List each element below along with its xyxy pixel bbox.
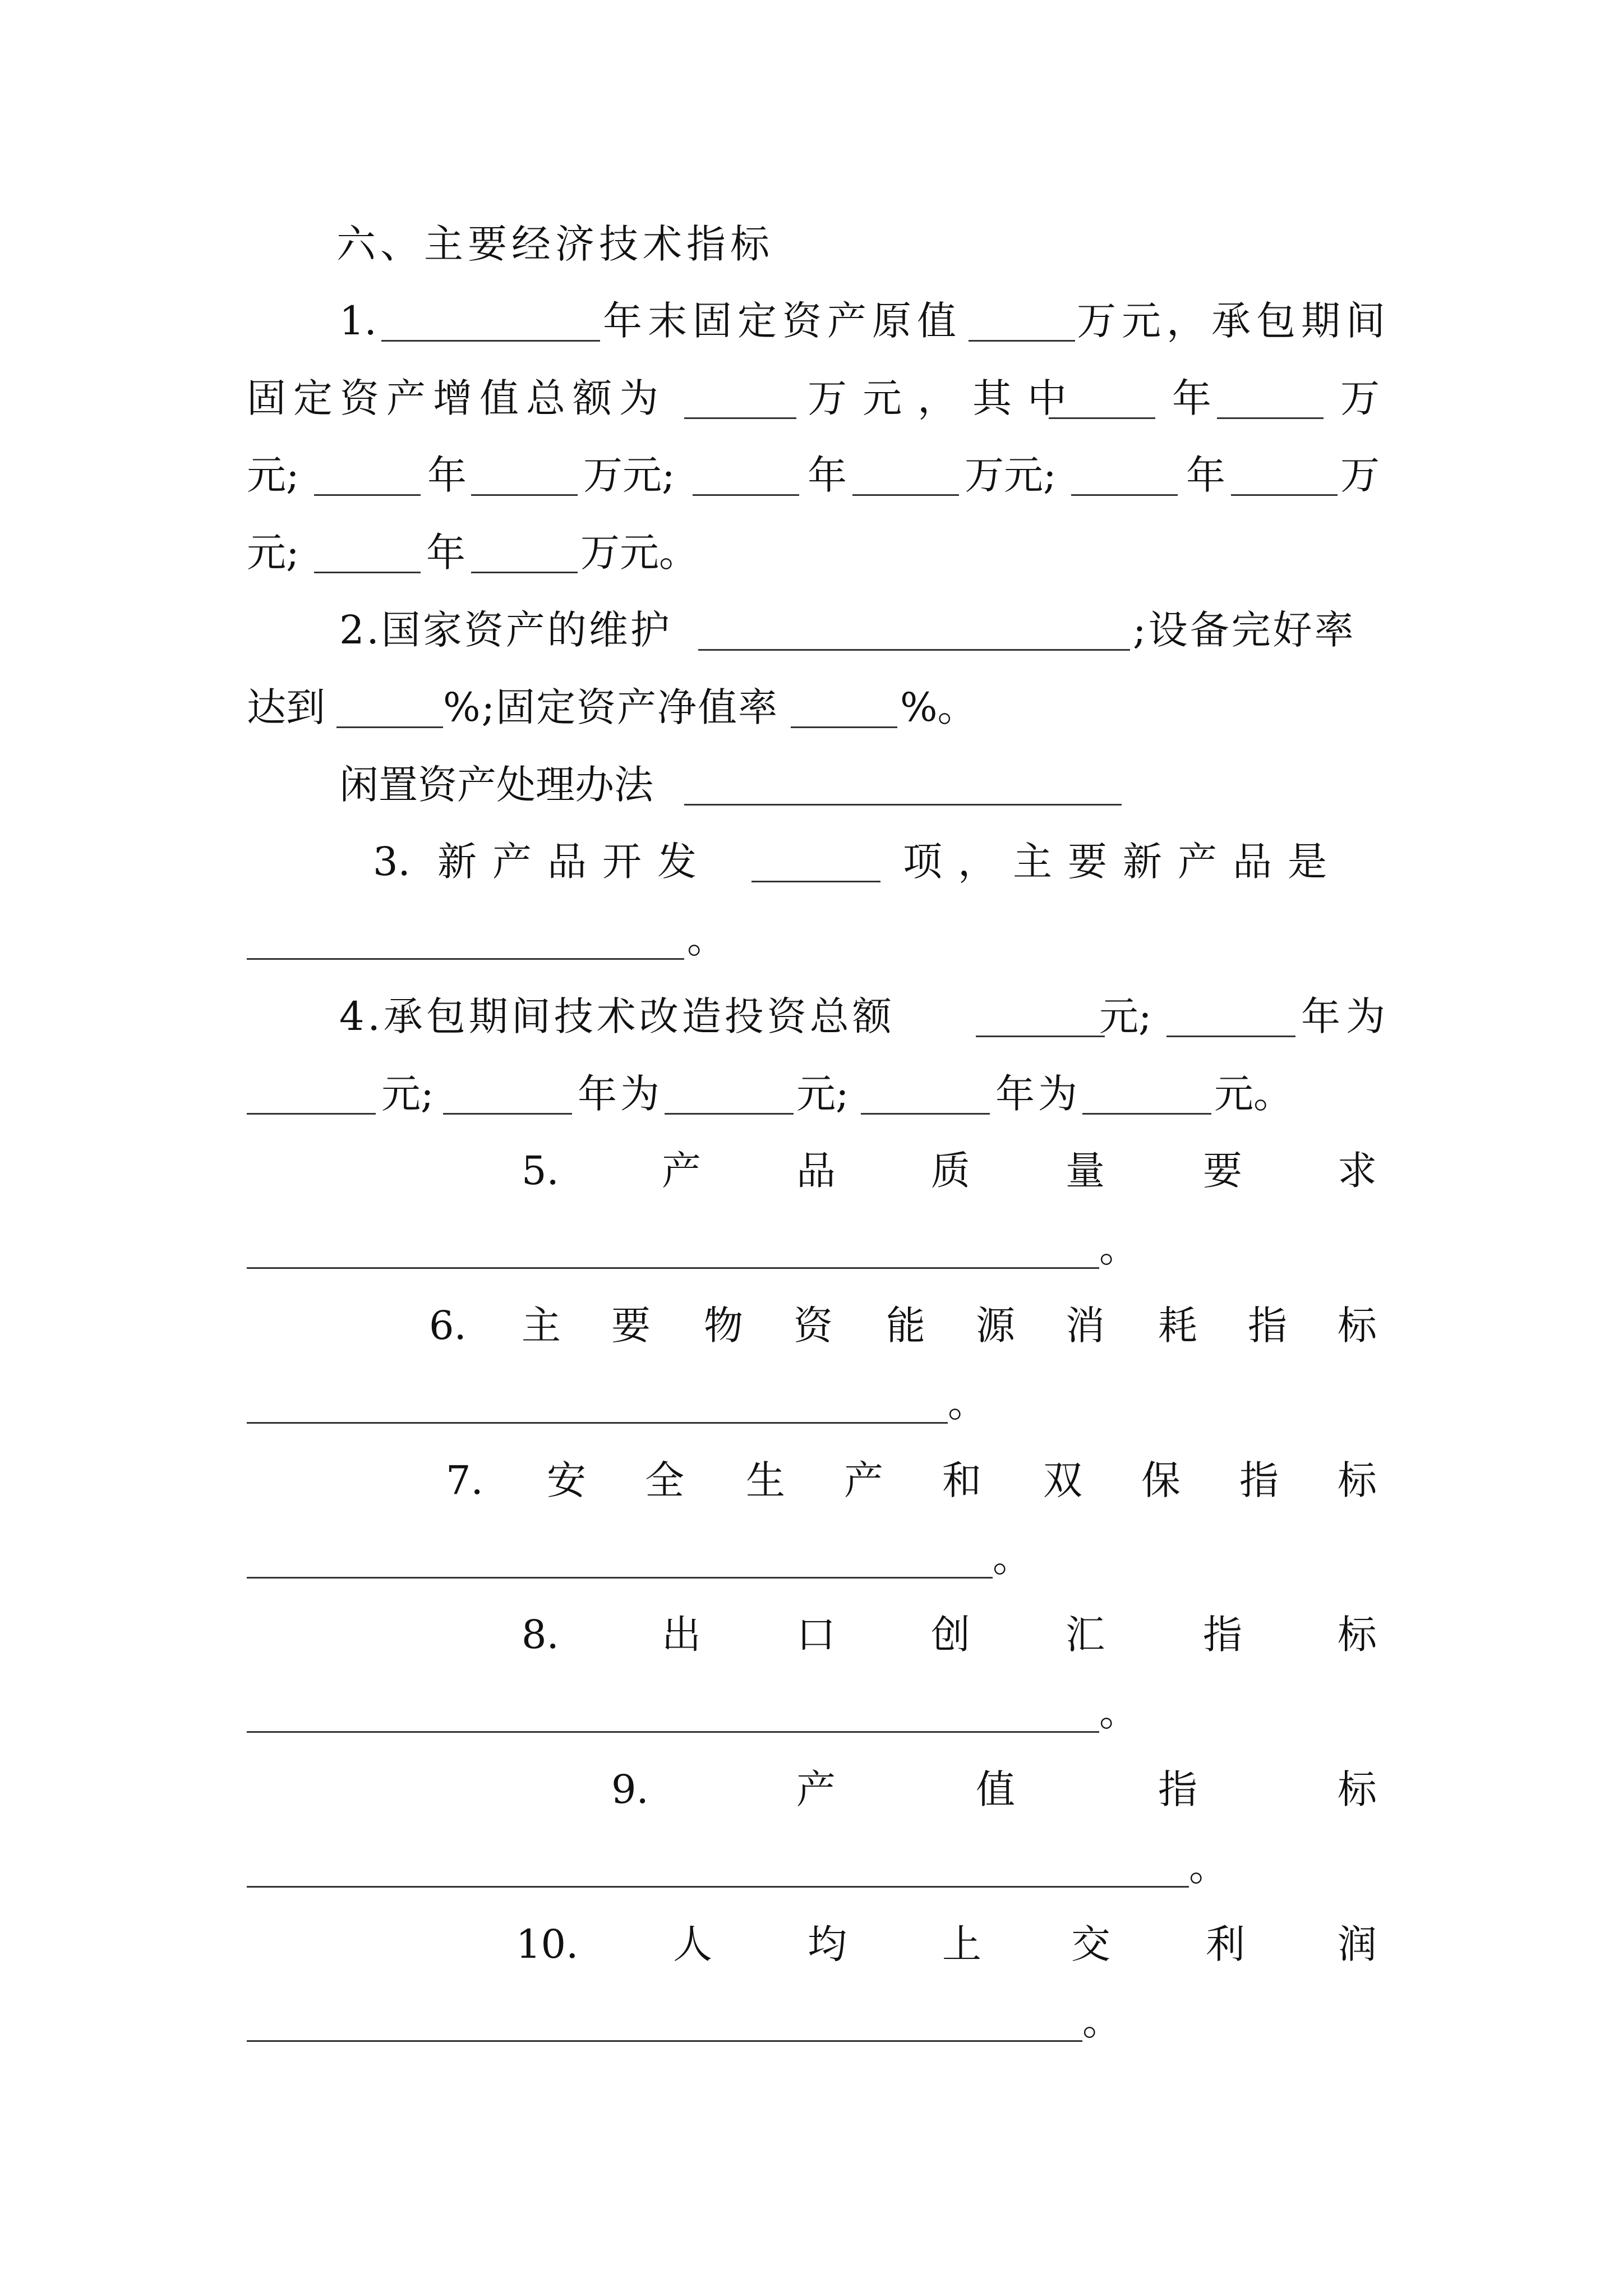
item1-wan-label-2: 万 [1340, 452, 1380, 498]
item7-char-5: 和 [942, 1457, 981, 1503]
item9-number: 9. [611, 1766, 649, 1812]
item10-blank[interactable] [247, 1980, 1082, 2042]
item8-char-3: 创 [931, 1612, 970, 1658]
item1-year4-label: 年 [1186, 452, 1225, 498]
item9-line2 [0, 1836, 1623, 1898]
item1-yuan-start: 元; [247, 452, 299, 498]
item10-char-4: 交 [1071, 1921, 1110, 1967]
item3-text-new-product-dev: 新产品开发 [437, 839, 712, 885]
item4-total-unit: 元; [1099, 993, 1152, 1039]
item7-blank[interactable] [247, 1517, 993, 1579]
item5-number: 5. [522, 1148, 559, 1194]
item4-amount2-unit: 元; [796, 1071, 849, 1117]
item1-year3-blank[interactable] [693, 434, 799, 496]
item6-number: 6. [429, 1303, 467, 1349]
item4-amount2-blank[interactable] [665, 1053, 794, 1115]
item5-blank[interactable] [247, 1207, 1099, 1269]
item2-text-maintenance: 2.国家资产的维护 [339, 607, 672, 653]
item5-char-6: 求 [1338, 1148, 1377, 1194]
item4-line2 [0, 1063, 1623, 1125]
item6-char-1: 主 [522, 1303, 561, 1349]
item7-char-9: 标 [1338, 1457, 1377, 1503]
item7-char-4: 产 [844, 1457, 883, 1503]
item6-char-6: 源 [976, 1303, 1015, 1349]
item7-line2 [0, 1527, 1623, 1589]
item1-year2-label: 年 [427, 452, 467, 498]
item10-char-2: 均 [808, 1921, 847, 1967]
item2-percent-end: %。 [900, 684, 977, 730]
item6-char-8: 耗 [1158, 1303, 1197, 1349]
item3-number: 3. [373, 839, 411, 885]
item7-char-2: 全 [645, 1457, 684, 1503]
item1-year5-blank[interactable] [314, 512, 421, 573]
item2-idle-assets-blank[interactable] [684, 744, 1122, 806]
item8-char-2: 口 [796, 1612, 836, 1658]
item10-char-3: 上 [942, 1921, 981, 1967]
item1-amount1-blank[interactable] [1217, 357, 1324, 419]
item3-period: 。 [687, 916, 726, 962]
item6-char-9: 指 [1248, 1303, 1287, 1349]
item3-text-main-products: 项，主要新产品是 [903, 839, 1343, 885]
item8-char-5: 指 [1203, 1612, 1242, 1658]
item7-char-7: 保 [1141, 1457, 1181, 1503]
item8-period: 。 [1099, 1689, 1138, 1735]
section-title-line [0, 213, 1623, 275]
item1-amount5-blank[interactable] [471, 512, 578, 573]
item5-char-1: 产 [662, 1148, 701, 1194]
item4-amount1-blank[interactable] [247, 1053, 376, 1115]
item1-year-blank[interactable] [381, 280, 600, 342]
item1-line3 [0, 444, 1623, 506]
item2-idle-assets-line [0, 754, 1623, 816]
item9-char-1: 产 [796, 1766, 836, 1812]
item2-text-equipment-rate: ;设备完好率 [1133, 607, 1356, 653]
item1-original-value-blank[interactable] [969, 280, 1075, 342]
item3-line1 [0, 831, 1623, 892]
item9-char-3: 指 [1158, 1766, 1197, 1812]
item8-char-6: 标 [1338, 1612, 1377, 1658]
item1-text-of-which: 万元，其中 [808, 375, 1082, 421]
item2-text-net-value-rate: %;固定资产净值率 [443, 684, 779, 730]
item2-maintenance-blank[interactable] [698, 589, 1130, 651]
item1-amount2-blank[interactable] [471, 434, 578, 496]
item2-line2 [0, 677, 1623, 738]
item7-number: 7. [446, 1457, 483, 1503]
item9-blank[interactable] [247, 1826, 1189, 1888]
item6-char-2: 要 [611, 1303, 651, 1349]
item1-line2 [0, 367, 1623, 429]
item3-line2 [0, 908, 1623, 970]
item6-line1 [0, 1295, 1623, 1356]
item7-char-1: 安 [547, 1457, 586, 1503]
item1-amount3-unit: 万元; [965, 452, 1057, 498]
item4-year1-blank[interactable] [1166, 976, 1295, 1037]
item4-amount3-unit: 元。 [1214, 1071, 1293, 1117]
item8-blank[interactable] [247, 1671, 1099, 1733]
item1-amount3-blank[interactable] [852, 434, 959, 496]
item4-text-tech-investment: 4.承包期间技术改造投资总额 [339, 993, 895, 1039]
item7-char-8: 指 [1239, 1457, 1279, 1503]
item1-year1-label: 年 [1172, 375, 1211, 421]
item4-year3-blank[interactable] [861, 1053, 990, 1115]
item10-char-5: 利 [1206, 1921, 1245, 1967]
item4-amount3-blank[interactable] [1082, 1053, 1211, 1115]
item4-year1-label: 年为 [1301, 993, 1391, 1039]
item4-line1 [0, 986, 1623, 1047]
item5-char-3: 质 [931, 1148, 970, 1194]
item7-char-6: 双 [1043, 1457, 1082, 1503]
item5-line1 [0, 1140, 1623, 1202]
item1-year1-blank[interactable] [1049, 357, 1155, 419]
item9-line1 [0, 1759, 1623, 1820]
item3-products-blank[interactable] [247, 898, 684, 960]
item4-total-blank[interactable] [976, 976, 1105, 1037]
item6-blank[interactable] [247, 1362, 948, 1424]
item1-increase-total-blank[interactable] [684, 357, 796, 419]
item10-char-1: 人 [673, 1921, 712, 1967]
item5-char-4: 量 [1066, 1148, 1105, 1194]
item8-line2 [0, 1681, 1623, 1743]
item1-yuan-start-2: 元; [247, 530, 299, 576]
item4-year2-blank[interactable] [443, 1053, 572, 1115]
item7-line1 [0, 1450, 1623, 1511]
item4-year3-label: 年为 [995, 1071, 1081, 1117]
item5-line2 [0, 1217, 1623, 1279]
item2-net-value-rate-blank[interactable] [791, 666, 897, 728]
item1-amount5-unit: 万元。 [580, 530, 698, 576]
item8-char-4: 汇 [1066, 1612, 1105, 1658]
item5-char-2: 品 [796, 1148, 836, 1194]
item5-period: 。 [1099, 1225, 1138, 1271]
item1-amount4-blank[interactable] [1231, 434, 1338, 496]
item10-char-6: 润 [1338, 1921, 1377, 1967]
item7-period: 。 [993, 1535, 1032, 1581]
item8-line1 [0, 1604, 1623, 1665]
item1-text-fixed-asset: 年末固定资产原值 [603, 298, 962, 344]
item9-char-2: 值 [976, 1766, 1015, 1812]
item1-line4 [0, 522, 1623, 583]
item1-year2-blank[interactable] [314, 434, 421, 496]
item7-char-3: 生 [746, 1457, 785, 1503]
item1-text-contract-period: 万元，承包期间 [1077, 298, 1391, 344]
item1-line1 [0, 290, 1623, 352]
item10-number: 10. [516, 1921, 579, 1967]
item6-char-7: 消 [1066, 1303, 1105, 1349]
item8-number: 8. [522, 1612, 559, 1658]
item8-char-1: 出 [662, 1612, 701, 1658]
item6-char-5: 能 [886, 1303, 925, 1349]
item9-period: 。 [1189, 1844, 1228, 1890]
item1-year5-label: 年 [426, 530, 465, 576]
item5-char-5: 要 [1203, 1148, 1242, 1194]
item6-line2 [0, 1372, 1623, 1434]
item6-char-10: 标 [1338, 1303, 1377, 1349]
item6-char-4: 资 [794, 1303, 833, 1349]
item9-char-4: 标 [1338, 1766, 1377, 1812]
section-title: 六、主要经济技术指标 [336, 221, 774, 267]
item10-line1 [0, 1913, 1623, 1975]
item6-char-3: 物 [704, 1303, 743, 1349]
item1-amount2-unit: 万元; [583, 452, 675, 498]
item1-wan-label: 万 [1340, 375, 1380, 421]
item10-line2 [0, 1990, 1623, 2052]
item10-period: 。 [1082, 1998, 1122, 2044]
item1-text-increase-total: 固定资产增值总额为 [247, 375, 666, 421]
item3-count-blank[interactable] [751, 821, 880, 882]
item2-equipment-rate-blank[interactable] [336, 666, 443, 728]
item2-line1 [0, 599, 1623, 661]
item1-year4-blank[interactable] [1071, 434, 1178, 496]
item1-number: 1. [339, 298, 377, 344]
item6-period: 。 [948, 1380, 987, 1426]
item2-text-idle-assets: 闲置资产处理办法 [339, 762, 653, 808]
item2-text-reach: 达到 [247, 684, 325, 730]
item4-year2-label: 年为 [578, 1071, 663, 1117]
item4-amount1-unit: 元; [381, 1071, 434, 1117]
item1-year3-label: 年 [808, 452, 847, 498]
